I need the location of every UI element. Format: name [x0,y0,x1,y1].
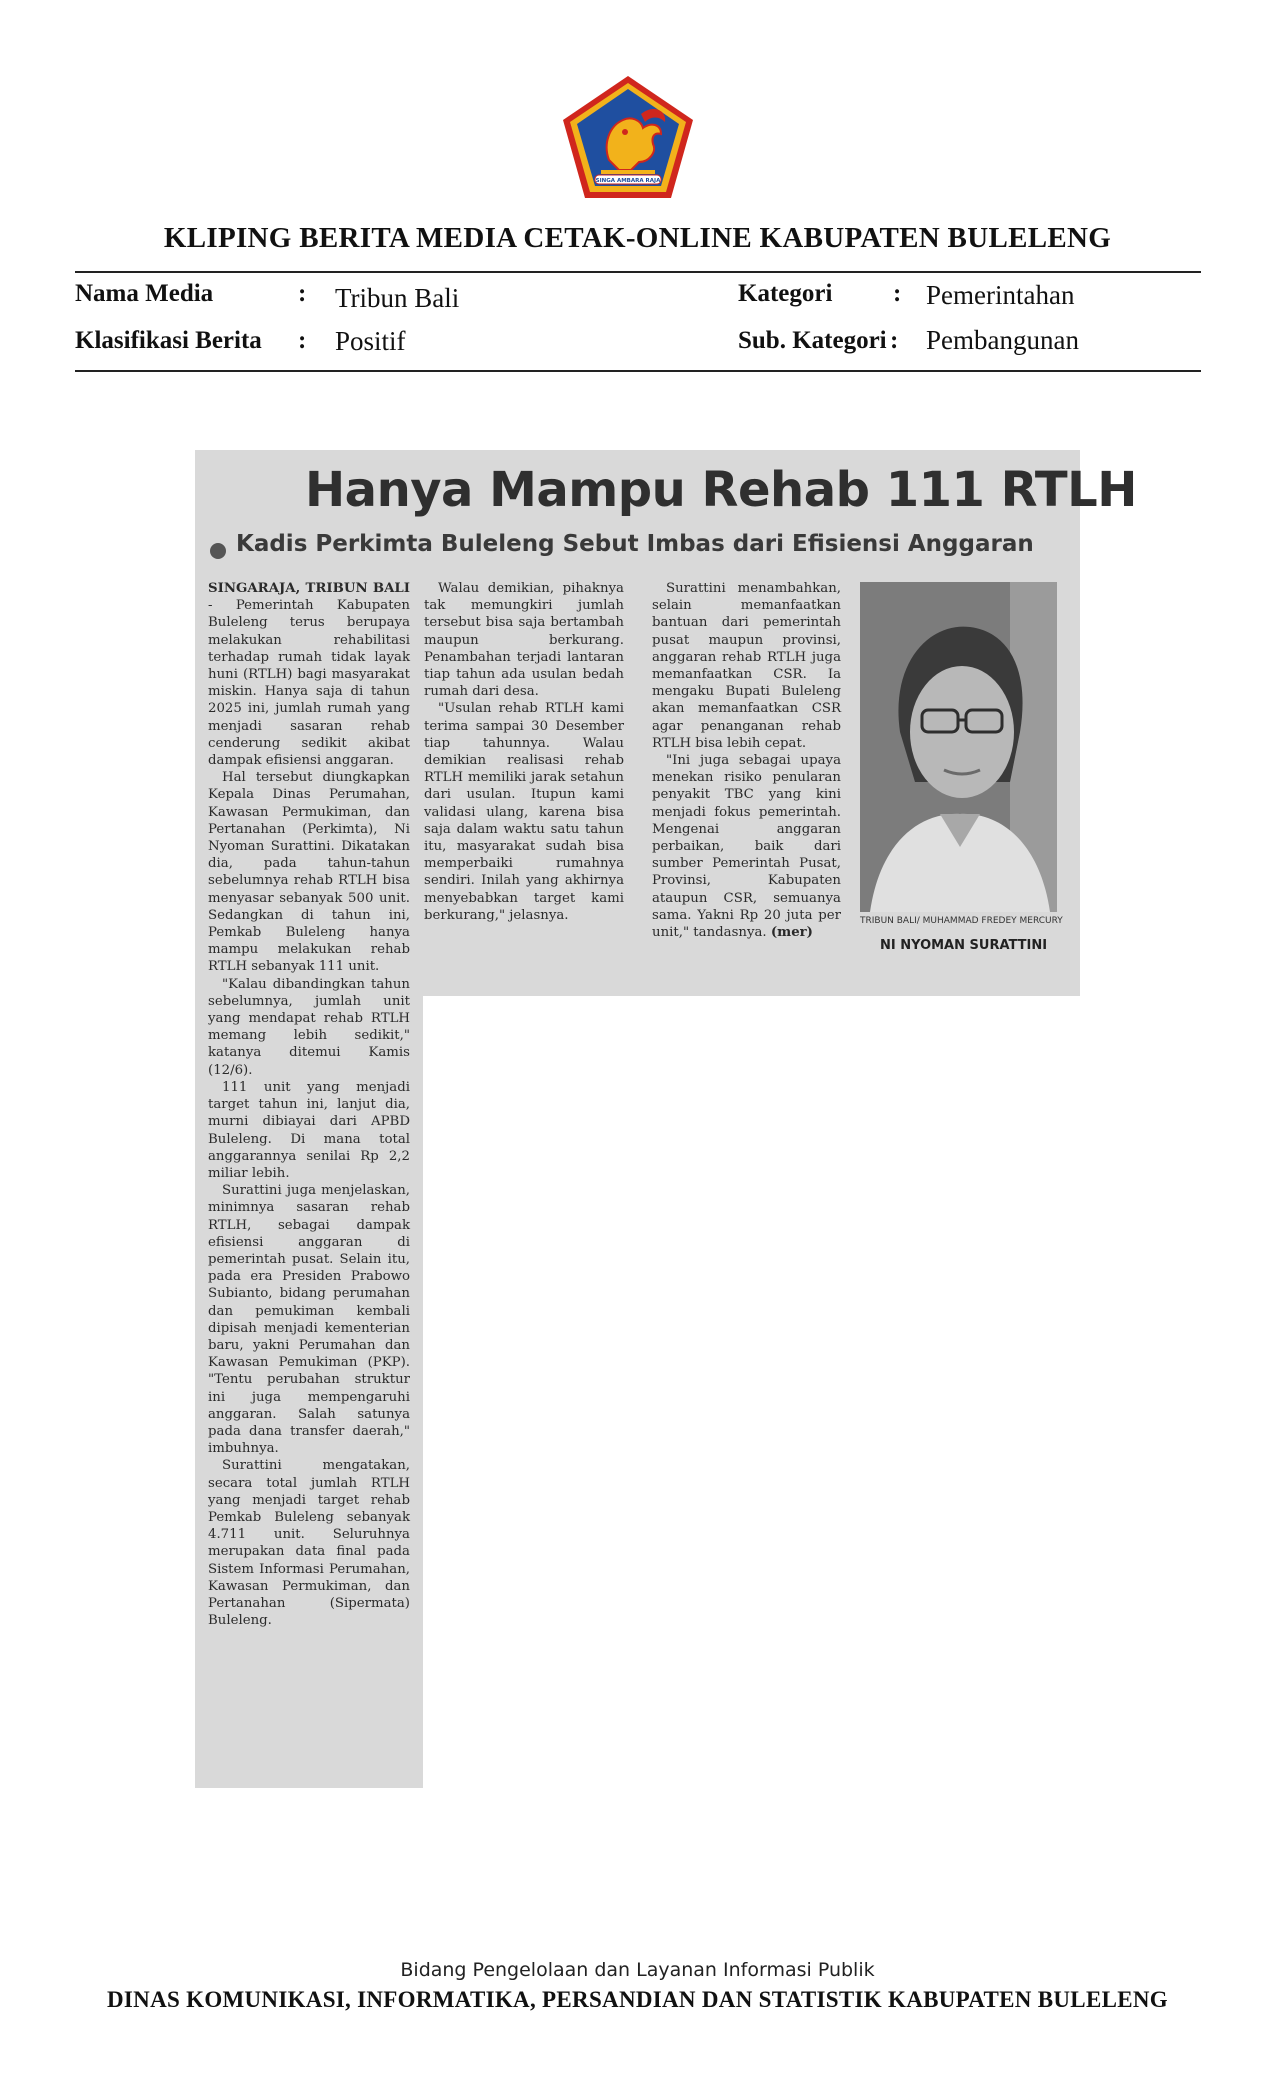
photo-caption: NI NYOMAN SURATTINI [880,938,1048,953]
article-column-1 [208,580,410,1629]
paragraph: "Usulan rehab RTLH kami terima sampai 30 Desember tiap tahunnya. Walau demikian realisasi rehab RTLH memiliki jarak setahun dari usulan. Itupun kami validasi ulang, karena bisa saja dalam waktu satu tahun itu, masyarakat sudah bisa memperbaiki rumahnya sendiri. Inilah yang akhirnya menyebabkan target kami berkurang," jelasnya. [424,701,624,923]
subcategory-label: Sub. Kategori [738,327,887,354]
subcategory-value: Pembangunan [926,325,1079,355]
classification-value: Positif [335,326,406,356]
media-name-label: Nama Media [75,280,214,307]
photo-credit: TRIBUN BALI/ MUHAMMAD FREDEY MERCURY [860,916,1063,926]
classification-colon: : [298,327,307,354]
article-column-2 [424,580,624,924]
footer-office: DINAS KOMUNIKASI, INFORMATIKA, PERSANDIAN DAN STATISTIK KABUPATEN BULELENG [107,1987,1168,2012]
paragraph: 111 unit yang menjadi target tahun ini, lanjut dia, murni dibiayai dari APBD Buleleng. Di mana total anggarannya senilai Rp 2,2 miliar lebih. [208,1079,410,1181]
document-title: KLIPING BERITA MEDIA CETAK-ONLINE KABUPATEN BULELENG [163,222,1112,254]
paragraph: Surattini juga menjelaskan, minimnya sasaran rehab RTLH, sebagai dampak efisiensi anggaran di pemerintah pusat. Selain itu, pada era Presiden Prabowo Subianto, bidang perumahan dan pemukiman kembali dipisah menjadi kementerian baru, yakni Perumahan dan Kawasan Pemukiman (PKP). "Tentu perubahan struktur ini juga mempengaruhi anggaran. Salah satunya pada dana transfer daerah," imbuhnya. [208,1183,410,1457]
bullet-icon [210,543,226,559]
article-headline: Hanya Mampu Rehab 111 RTLH [305,462,1137,518]
portrait-photo [860,582,1057,912]
category-label: Kategori [738,280,833,307]
article-subheadline: Kadis Perkimta Buleleng Sebut Imbas dari Efisiensi Anggaran [236,531,1034,557]
subcategory-colon: : [890,327,899,354]
media-name-colon: : [298,280,307,307]
paragraph: "Kalau dibandingkan tahun sebelumnya, jumlah unit yang mendapat rehab RTLH memang lebih sedikit," katanya ditemui Kamis (12/6). [208,976,410,1078]
media-name-value: Tribun Bali [335,283,460,313]
paragraph: Hal tersebut diungkapkan Kepala Dinas Perumahan, Kawasan Permukiman, dan Pertanahan (Perkimta), Ni Nyoman Surattini. Dikatakan dia, pada tahun-tahun sebelumnya rehab RTLH bisa menyasar sebanyak 500 unit. Sedangkan di tahun ini, Pemkab Buleleng hanya mampu melakukan rehab RTLH sebanyak 111 unit. [208,770,410,975]
paragraph: - Pemerintah Kabupaten Buleleng terus berupaya melakukan rehabilitasi terhadap rumah tidak layak huni (RTLH) bagi masyarakat miskin. Hanya saja di tahun 2025 ini, jumlah rumah yang menjadi sasaran rehab cenderung sedikit akibat dampak efisiensi anggaran. [208,598,410,769]
category-colon: : [893,280,902,307]
paragraph: "Ini juga sebagai upaya menekan risiko penularan penyakit TBC yang kini menjadi fokus pemerintah. Mengenai anggaran perbaikan, baik dari sumber Pemerintah Pusat, Provinsi, Kabupaten ataupun CSR, semuanya sama. Yakni Rp 20 juta per unit," tandasnya. [652,753,841,941]
article-column-3 [652,580,841,941]
category-value: Pemerintahan [926,280,1075,310]
classification-label: Klasifikasi Berita [75,327,262,354]
logo-motto: SINGA AMBARA RAJA [595,178,661,184]
paragraph: Walau demikian, pihaknya tak memungkiri jumlah tersebut bisa saja bertambah maupun berkurang. Penambahan terjadi lantaran tiap tahun ada usulan bedah rumah dari desa. [424,581,624,700]
divider [75,271,1201,273]
paragraph: Surattini menambahkan, selain memanfaatkan bantuan dari pemerintah pusat maupun provinsi, anggaran rehab RTLH juga memanfaatkan CSR. Ia mengaku Bupati Buleleng akan memanfaatkan CSR agar penanganan rehab RTLH bisa lebih cepat. [652,581,841,751]
article-byline: (mer) [770,925,813,941]
person-icon [860,582,1057,912]
divider [75,370,1201,372]
footer-division: Bidang Pengelolaan dan Layanan Informasi Publik [400,1959,875,1981]
paragraph: Surattini mengatakan, secara total jumlah RTLH yang menjadi target rehab Pemkab Buleleng sebanyak 4.711 unit. Seluruhnya merupakan data final pada Sistem Informasi Perumahan, Kawasan Permukiman, dan Pertanahan (Sipermata) Buleleng. [208,1458,410,1629]
buleleng-regency-logo [561,74,695,200]
article-dateline: SINGARAJA, TRIBUN BALI [208,581,410,596]
